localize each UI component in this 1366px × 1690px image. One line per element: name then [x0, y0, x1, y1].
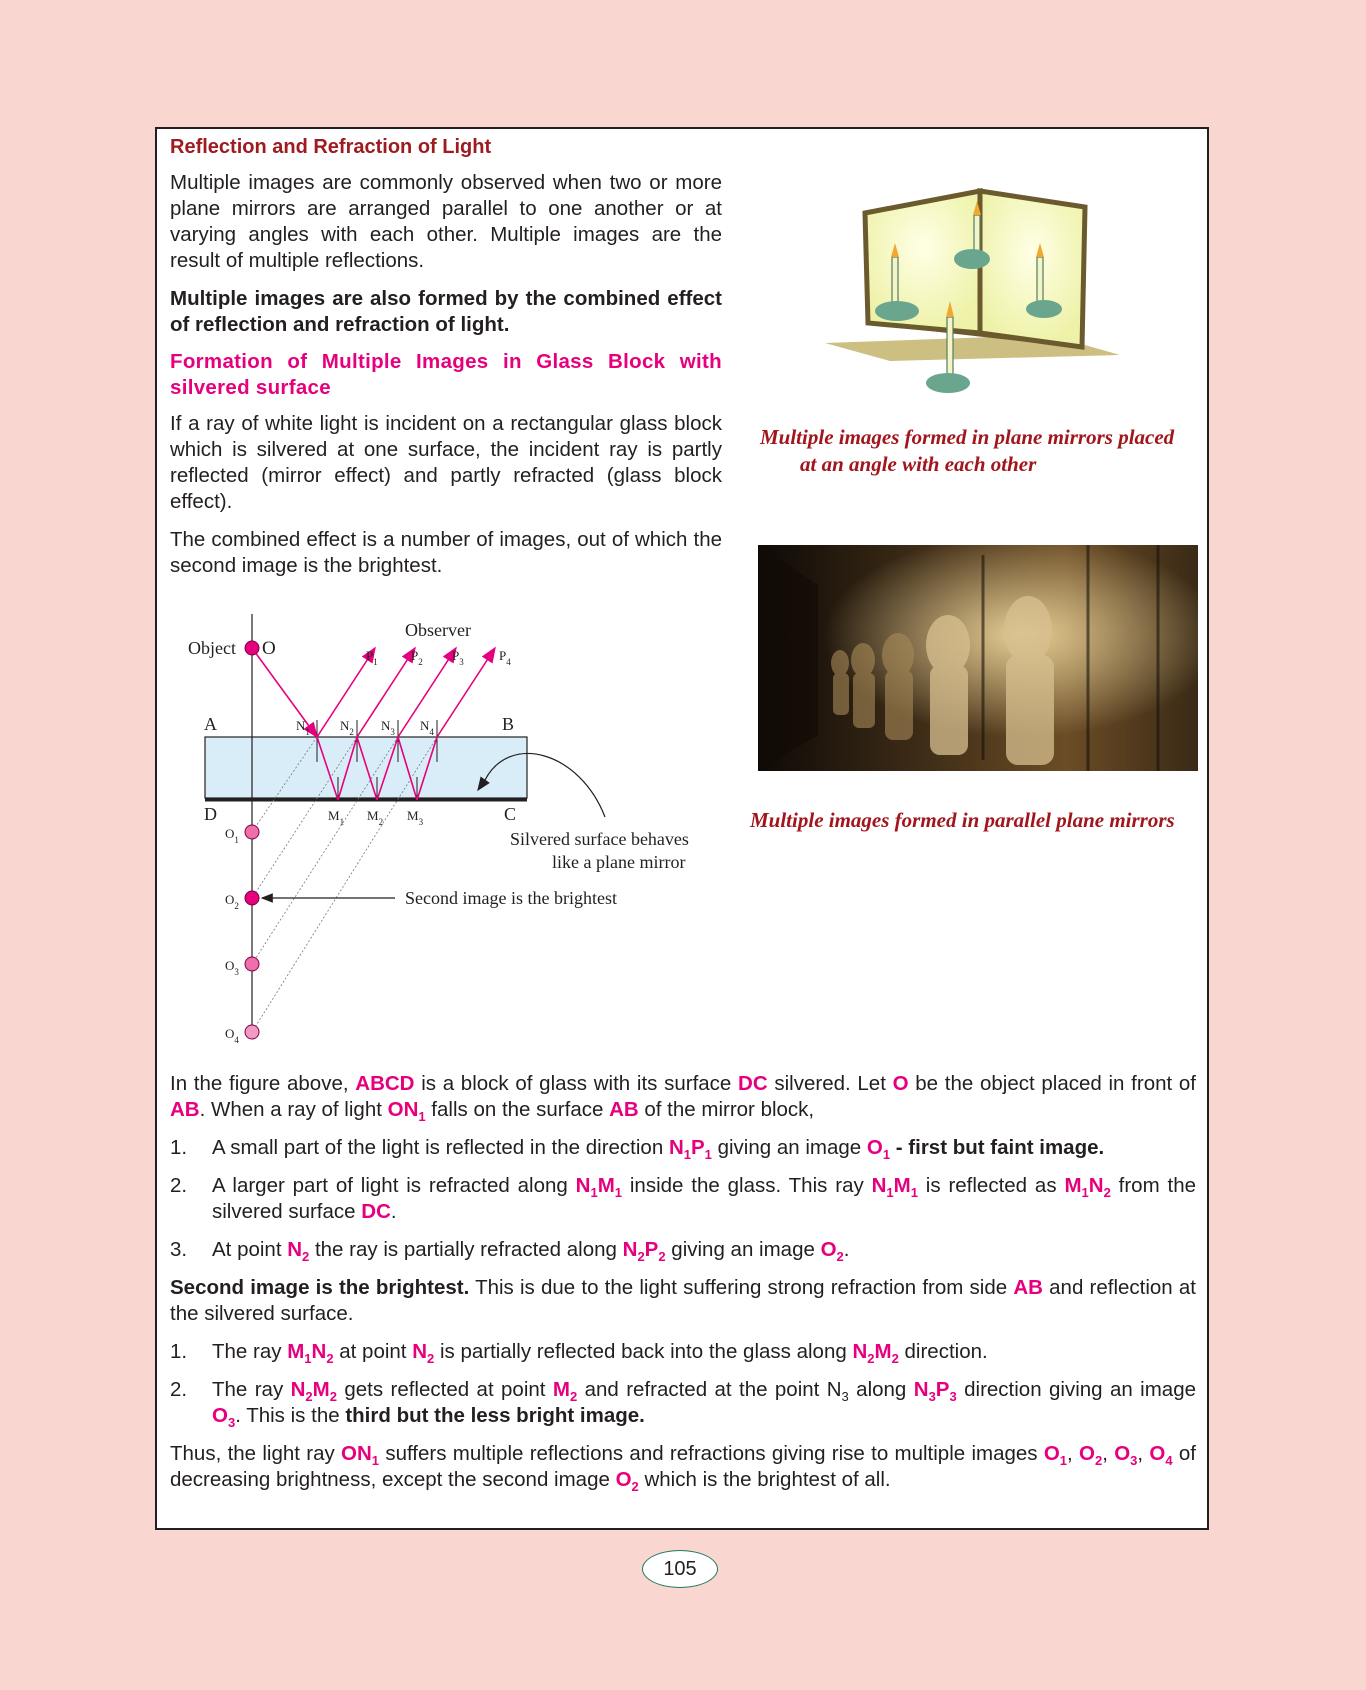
parallel-mirrors-photo	[758, 545, 1198, 771]
list-item: 2. A larger part of light is refracted along $N_1M_1$ inside the glass. This ray $N_1M_1$ is reflected as $M_1N_2$ from the silvered surface DC.	[170, 1174, 1196, 1223]
a-label: A	[204, 714, 217, 734]
b-label: B	[502, 714, 515, 734]
svg-text:M2: $M_2$	[367, 808, 384, 827]
svg-text:M1: $M_1$	[328, 808, 345, 827]
n1-label: N	[296, 718, 306, 733]
list-item: 1. The ray $M_1N_2$ at point $N_2$ is partially reflected back into the glass along $N_2M_2$ direction.	[170, 1340, 988, 1366]
object-label: Object	[188, 638, 236, 658]
angled-mirrors-illustration	[820, 185, 1140, 420]
p1-label: P	[366, 648, 374, 663]
m2-label: M	[367, 808, 379, 823]
o1-label: O	[225, 826, 235, 841]
figure-paragraph: In the figure above, ABCD is a block of glass with its surface DC silvered. Let O be the object placed in front of AB. When a ray of light $ON_1$ falls on the surface AB of the mirror block,	[170, 1072, 1196, 1124]
ray-paragraph: If a ray of white light is incident on a rectangular glass block which is silvered at one surface, the incident ray is partly reflected (mirror effect) and partly refracted (glass block effect).	[170, 412, 722, 513]
n3-label: N	[381, 718, 391, 733]
silvered-note-line-1: Silvered surface behaves	[510, 829, 689, 849]
brightest-reasons-list	[170, 1339, 1196, 1429]
svg-text:O2: $O_2$	[225, 892, 239, 911]
svg-text:N4: $N_4$	[420, 718, 434, 737]
page-number: 105	[642, 1550, 718, 1588]
m1-label: M	[328, 808, 340, 823]
svg-text:O3: $O_3$	[225, 958, 239, 977]
list-item: 3. At point $N_2$ the ray is partially refracted along $N_2P_2$ giving an image $O_2$.	[170, 1238, 850, 1264]
o-label: O	[262, 638, 276, 659]
svg-text:P1: $P_1$	[366, 648, 378, 667]
glass-block-ray-diagram	[180, 612, 740, 1054]
subsection-heading: Formation of Multiple Images in Glass Block with silvered surface	[170, 350, 722, 399]
svg-text:O4: $O_4$	[225, 1026, 239, 1045]
observer-label: Observer	[405, 620, 471, 640]
explanation-section	[170, 1071, 1196, 1493]
caption-line-1: Multiple images formed in plane mirrors placed	[760, 425, 1175, 449]
svg-text:N2: $N_2$	[340, 718, 354, 737]
conclusion-paragraph: Thus, the light ray $ON_1$ suffers multiple reflections and refractions giving rise to multiple images $O_1$, $O_2$, $O_3$, $O_4$ of decreasing brightness, except the second image $O_2$ which is the brightest of all.	[170, 1442, 1196, 1494]
combined-paragraph: The combined effect is a number of images, out of which the second image is the brightest.	[170, 528, 722, 577]
c-label: C	[504, 804, 517, 824]
n2-label: N	[340, 718, 350, 733]
svg-text:O1: $O_1$	[225, 826, 239, 845]
p2-label: P	[411, 648, 419, 663]
section-heading: Reflection and Refraction of Light	[170, 136, 492, 158]
list-item: 1. A small part of the light is reflected in the direction $N_1P_1$ giving an image $O_1$ - first but faint image.	[170, 1136, 1105, 1162]
p3-label: P	[452, 648, 460, 663]
svg-text:P2: $P_2$	[411, 648, 423, 667]
brightest-paragraph: Second image is the brightest. This is due to the light suffering strong refraction from side AB and reflection at the silvered surface.	[170, 1276, 1196, 1325]
o3-label: O	[225, 958, 235, 973]
d-label: D	[204, 804, 217, 824]
o2-label: O	[225, 892, 235, 907]
svg-text:N3: $N_3$	[381, 718, 395, 737]
brightest-note: Second image is the brightest	[405, 888, 617, 908]
o4-label: O	[225, 1026, 235, 1041]
intro-paragraph: Multiple images are commonly observed when two or more plane mirrors are arranged parallel to one another or at varying angles with each other. Multiple images are the result of multiple reflections.	[170, 171, 722, 272]
caption-line-2: at an angle with each other	[800, 452, 1037, 476]
silvered-note-line-2: like a plane mirror	[552, 852, 686, 872]
reflection-steps-list	[170, 1135, 1196, 1263]
svg-text:M3: $M_3$	[407, 808, 424, 827]
svg-text:N1: $N_1$	[296, 718, 310, 737]
svg-text:P4: $P_4$	[499, 648, 511, 667]
angled-mirrors-caption	[760, 424, 1200, 478]
svg-text:P3: $P_3$	[452, 648, 464, 667]
n4-label: N	[420, 718, 430, 733]
parallel-mirrors-caption: Multiple images formed in parallel plane mirrors	[750, 808, 1175, 832]
m3-label: M	[407, 808, 419, 823]
combined-effect-statement: Multiple images are also formed by the combined effect of reflection and refraction of light.	[170, 287, 722, 336]
list-item: 2. The ray $N_2M_2$ gets reflected at point $M_2$ and refracted at the point $N_3$ along $N_3P_3$ direction giving an image $O_3$. This is the third but the less bright image.	[170, 1378, 1196, 1430]
intro-column	[170, 134, 722, 579]
p4-label: P	[499, 648, 507, 663]
